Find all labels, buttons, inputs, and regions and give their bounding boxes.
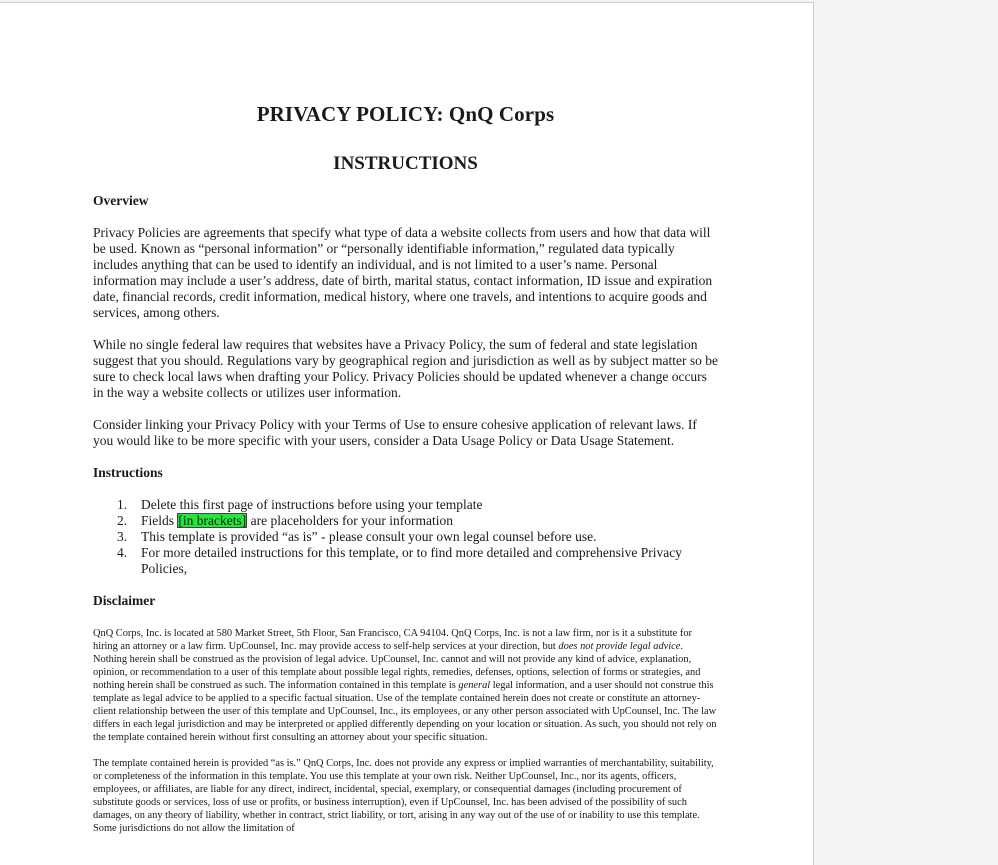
list-item-text: This template is provided “as is” - please consult your own legal counsel before use. xyxy=(141,529,597,544)
document-content xyxy=(93,99,718,835)
list-item xyxy=(93,497,718,513)
document-title: PRIVACY POLICY: QnQ Corps xyxy=(256,102,555,126)
document-subtitle: INSTRUCTIONS xyxy=(333,153,478,174)
disclaimer-italic-text: general xyxy=(458,680,491,691)
instructions-list xyxy=(93,497,718,577)
list-item-number: 3. xyxy=(117,529,128,544)
overview-heading: Overview xyxy=(93,193,149,208)
document-page xyxy=(0,2,814,865)
disclaimer-paragraph-1 xyxy=(93,627,718,744)
list-item xyxy=(93,529,718,545)
disclaimer-text: . Nothing herein shall be construed as the provision of legal advice. UpCounsel, Inc. cannot and will not provide any kind of advice, explanation, opinion, or recommendation to a user of this template about possible legal rights, remedies, defenses, options, selection of forms or strategies, and nothing herein shall be construed as such. The information contained in this template is xyxy=(93,641,701,691)
disclaimer-text: legal information, and a user should not construe this template as legal advice to be applied to a specific factual situation. Use of the template contained herein does not create or constitute an attorney-client relationship between the user of this template and UpCounsel, Inc., its employees, or any other person associated with UpCounsel, Inc. The law differs in each legal jurisdiction and may be interpreted or applied differently depending on your location or situation. As such, you should not rely on the template contained herein without first consulting an attorney about your specific situation. xyxy=(93,680,717,743)
instructions-heading: Instructions xyxy=(93,465,163,480)
list-item-number: 2. xyxy=(117,513,128,528)
list-item xyxy=(93,513,718,529)
list-item-text: Delete this first page of instructions before using your template xyxy=(141,497,483,512)
overview-paragraph-3: Consider linking your Privacy Policy with your Terms of Use to ensure cohesive application of relevant laws. If you would like to be more specific with your users, consider a Data Usage Policy or Data Usage Statement. xyxy=(93,417,697,448)
placeholder-highlight: [in brackets] xyxy=(178,513,247,528)
list-item-number: 4. xyxy=(117,545,128,560)
overview-paragraph-1: Privacy Policies are agreements that specify what type of data a website collects from users and how that data will be used. Known as “personal information” or “personally identifiable information,” regulated data typically includes anything that can be used to identify an individual, and is not limited to a user’s name. Personal information may include a user’s address, date of birth, marital status, contact information, ID issue and expiration date, financial records, credit information, medical history, where one travels, and intentions to acquire goods and services, among others. xyxy=(93,225,713,320)
disclaimer-heading: Disclaimer xyxy=(93,593,156,608)
list-item-text-before: Fields xyxy=(141,513,178,528)
list-item-number: 1. xyxy=(117,497,128,512)
list-item-text: For more detailed instructions for this template, or to find more detailed and comprehensive Privacy Policies, xyxy=(141,545,682,576)
list-item-text-after: are placeholders for your information xyxy=(247,513,454,528)
disclaimer-paragraph-2: The template contained herein is provided “as is.” QnQ Corps, Inc. does not provide any express or implied warranties of merchantability, suitability, or completeness of the information in this template. You use this template at your own risk. Neither UpCounsel, Inc., nor its agents, officers, employees, or affiliates, are liable for any direct, indirect, incidental, special, exemplary, or consequential damages (including procurement of substitute goods or services, loss of use or profits, or business interruption), even if UpCounsel, Inc. has been advised of the possibility of such damages, on any theory of liability, whether in contract, strict liability, or tort, arising in any way out of the use of or inability to use this template. Some jurisdictions do not allow the limitation of xyxy=(93,758,714,834)
overview-paragraph-2: While no single federal law requires that websites have a Privacy Policy, the sum of federal and state legislation suggest that you should. Regulations vary by geographical region and jurisdiction as well as by subject matter so be sure to check local laws when drafting your Policy. Privacy Policies should be updated whenever a change occurs in the way a website collects or utilizes user information. xyxy=(93,337,718,400)
viewer-background xyxy=(814,0,998,865)
list-item xyxy=(93,545,718,577)
disclaimer-text: QnQ Corps, Inc. is located at 580 Market Street, 5th Floor, San Francisco, CA 94104. QnQ Corps, Inc. is not a law firm, nor is it a substitute for hiring an attorney or a law firm. UpCounsel, Inc. may provide access to self-help services at your direction, but xyxy=(93,628,692,652)
disclaimer-italic-text: does not provide legal advice xyxy=(558,641,681,652)
